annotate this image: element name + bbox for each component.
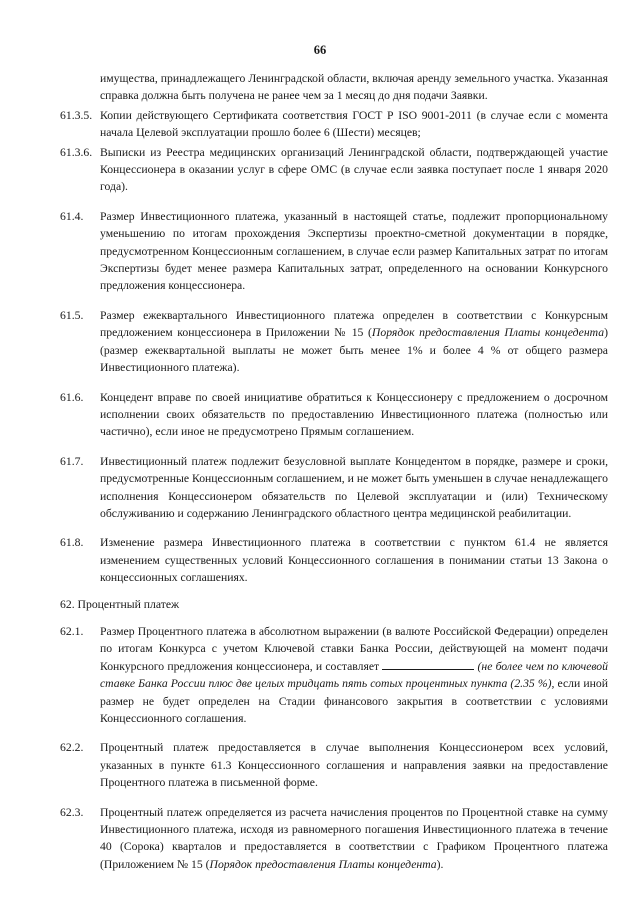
clause-text: Выписки из Реестра медицинских организаций Ленинградской области, подтверждающей участие Концессионера в оказании услуг в сфере ОМС (в случае если заявка поступает после 1 января 2020 года). — [100, 145, 608, 194]
clause-61-5 — [60, 307, 608, 377]
clause-62-3 — [60, 804, 608, 874]
clause-text-italic: (не более чем по ключевой ставке Банка России плюс две целых тридцать пять сотых процентных пункта (2.35 %), — [100, 659, 608, 691]
clause-61-6 — [60, 389, 608, 441]
clause-text — [100, 623, 608, 727]
clause-61-8 — [60, 534, 608, 586]
clause-number: 62.3. — [60, 805, 84, 819]
clause-61-3-5 — [60, 107, 608, 142]
clause-text: Концедент вправе по своей инициативе обратиться к Концессионеру с предложением о досрочном исполнении своих обязательств по предоставлению Инвестиционного платежа (полностью или частично), если иное не предусмотрено Прямым соглашением. — [100, 390, 608, 439]
section-heading-62: 62. Процентный платеж — [60, 597, 180, 611]
clause-62-2 — [60, 739, 608, 791]
fill-in-blank — [382, 658, 474, 670]
clause-number: 61.8. — [60, 536, 84, 550]
clause-number: 61.3.5. — [60, 108, 93, 122]
clause-61-7 — [60, 453, 608, 523]
clause-text-part: Процентный платеж определяется из расчета начисления процентов по Процентной ставке на сумму Инвестиционного платежа, исходя из равномерного погашения Инвестиционного платежа в течение 40 (Сорока) кварталов и предоставляется в соответствии с Графиком Процентного платежа (Приложением № 15 ( — [100, 805, 608, 871]
clause-text-italic: Порядок предоставления Платы концедента — [371, 326, 605, 340]
clause-number: 62.2. — [60, 741, 84, 755]
clause-number: 61.5. — [60, 308, 84, 322]
clause-number: 61.4. — [60, 209, 84, 223]
clause-text-part: если иной размер не будет определен на Стадии финансового закрытия в соответствии с условиями Концессионного соглашения. — [100, 677, 608, 725]
clause-text-part: ). — [436, 857, 444, 871]
clause-61-4 — [60, 208, 608, 295]
clause-text-part: Размер Процентного платежа в абсолютном выражении (в валюте Российской Федерации) определен по итогам Конкурса с учетом Ключевой ставки Банка России, действующей на момент подачи Конкурсного предложения концессионера, и составляет — [100, 624, 608, 673]
clause-text-italic: Порядок предоставления Платы концедента — [209, 857, 437, 871]
clause-text-part: Размер ежеквартального Инвестиционного платежа определен в соответствии с Конкурсным предложением концессионера в Приложении № 15 ( — [100, 308, 608, 340]
clause-text — [100, 804, 608, 874]
clause-text: Процентный платеж предоставляется в случае выполнения Концессионером всех условий, указанных в пункте 61.3 Концессионного соглашения и направления заявки на предоставление Процентного платежа в письменной форме. — [100, 741, 608, 790]
document-body — [60, 70, 608, 873]
clause-text: Копии действующего Сертификата соответствия ГОСТ Р ISO 9001-2011 (в случае если с момента начала Целевой эксплуатации прошло более 6 (Шести) месяцев; — [100, 108, 608, 140]
clause-62-1 — [60, 623, 608, 727]
clause-number: 61.6. — [60, 390, 84, 404]
clause-text: Изменение размера Инвестиционного платежа в соответствии с пунктом 61.4 не является изменением существенных условий Концессионного соглашения в понимании статьи 13 Закона о концессионных соглашениях. — [100, 536, 608, 585]
continuation-paragraph: имущества, принадлежащего Ленинградской области, включая аренду земельного участка. Указанная справка должна быть получена не ранее чем за 1 месяц до дня подачи Заявки. — [100, 72, 608, 103]
clause-61-3-6 — [60, 144, 608, 196]
clause-text — [100, 307, 608, 377]
clause-text: Размер Инвестиционного платежа, указанный в настоящей статье, подлежит пропорциональному уменьшению по итогам прохождения Экспертизы проектно-сметной документации в порядке, предусмотренном Концессионным соглашением, в случае если размер Капитальных затрат по итогам Экспертизы будет менее размера Капитальных затрат, определенного на основании Конкурсного предложения концессионера. — [100, 209, 608, 293]
clause-number: 61.3.6. — [60, 145, 93, 159]
clause-text: Инвестиционный платеж подлежит безусловной выплате Концедентом в порядке, размере и сроки, предусмотренные Концессионным соглашением, и не может быть уменьшен в случае ненадлежащего исполнения Концессионером обязательств по Целевой эксплуатации и (или) Техническому обслуживанию и содержанию Ленинградского областного центра медицинской реабилитации. — [100, 454, 608, 520]
clause-number: 62.1. — [60, 624, 84, 638]
clause-text-part: ) (размер ежеквартальной выплаты не может быть менее 1% и более 4 % от общего размера Инвестиционного платежа). — [100, 326, 608, 375]
clause-number: 61.7. — [60, 454, 84, 468]
page-number: 66 — [313, 43, 327, 57]
